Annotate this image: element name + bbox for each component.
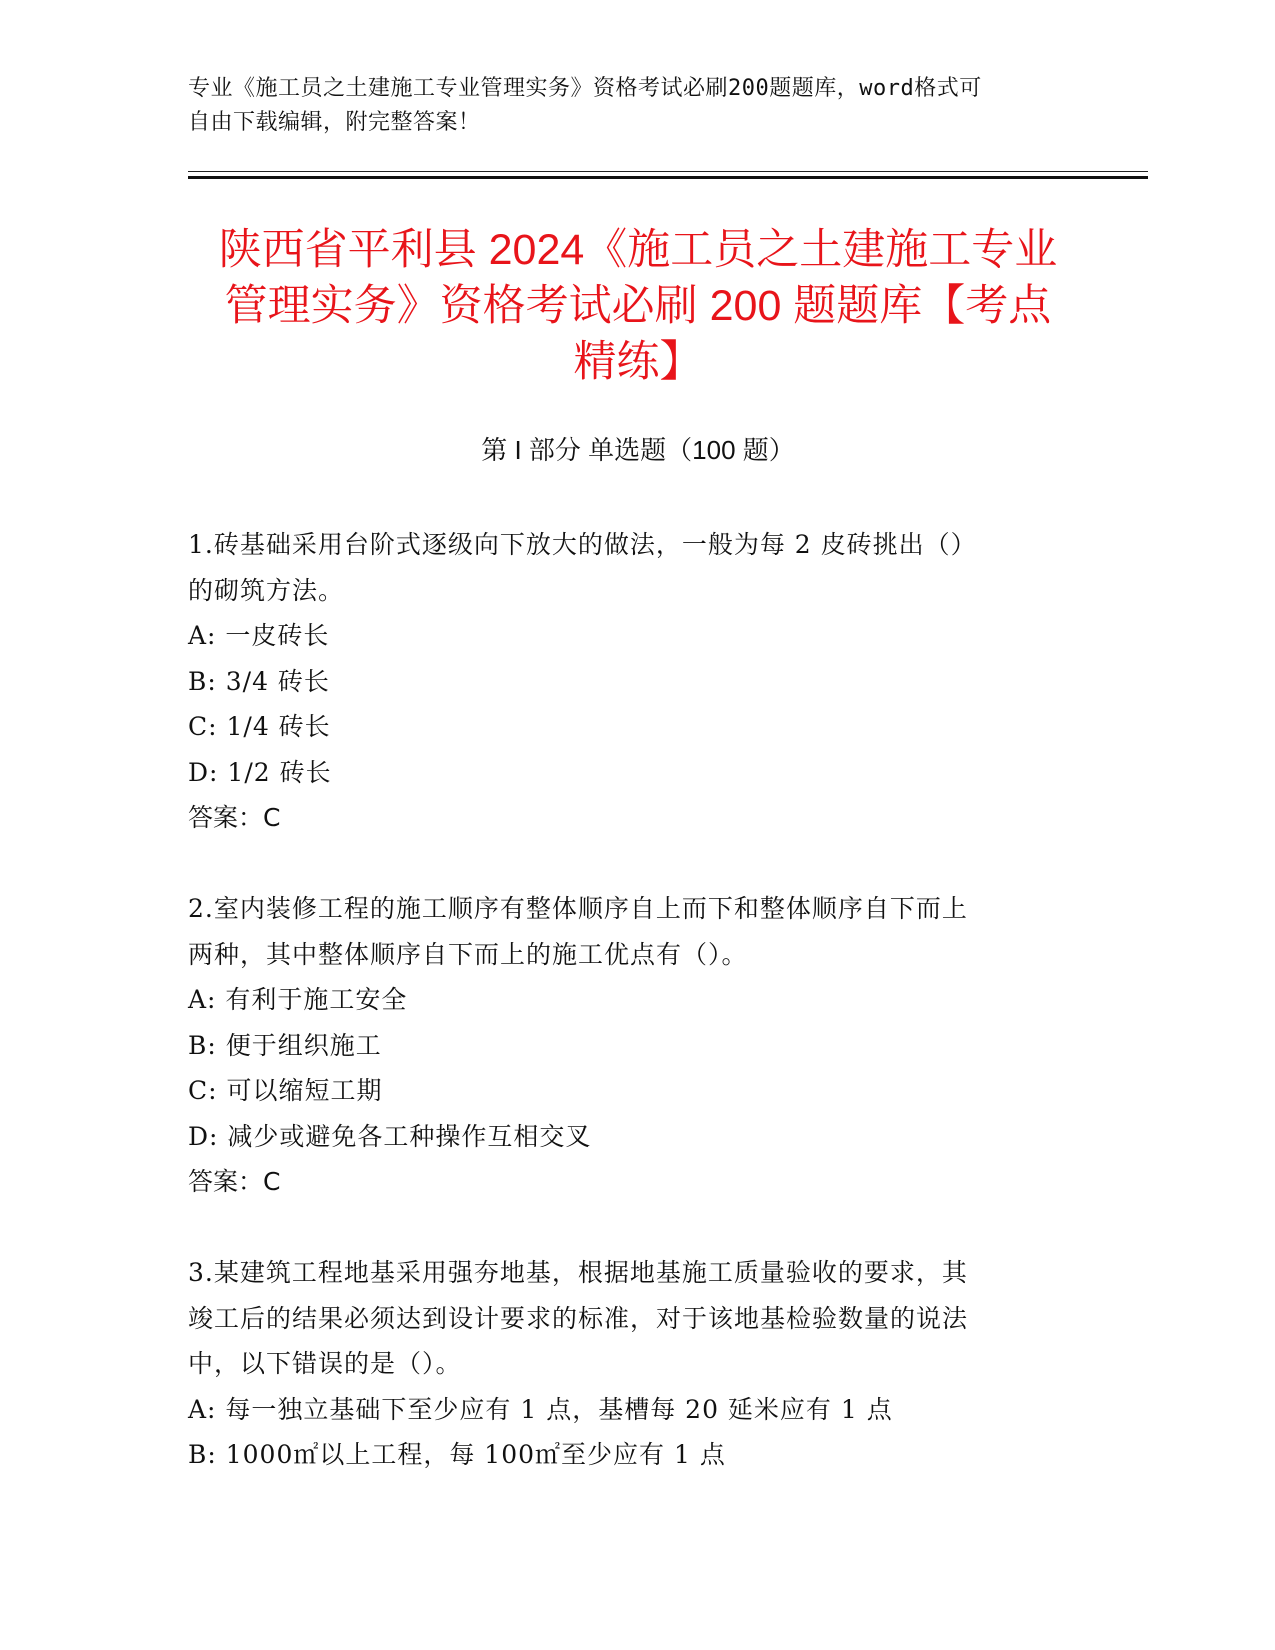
question-stem: 中，以下错误的是（）。 [188,1349,462,1378]
title-line: 精练】 [573,338,703,386]
document-title [188,222,1088,390]
option-b: B: 1000㎡以上工程，每 100㎡至少应有 1 点 [188,1440,726,1469]
header-note [188,72,1088,140]
option-a: A: 一皮砖长 [188,621,330,650]
option-d: D: 减少或避免各工种操作互相交叉 [188,1121,592,1151]
option-b: B: 3/4 砖长 [188,666,330,696]
section-heading: 第 I 部分 单选题（100 题） [481,435,795,465]
header-note-line: 专业《施工员之土建施工专业管理实务》资格考试必刷200题题库，word格式可 [188,76,982,101]
question-stem: 3.某建筑工程地基采用强夯地基，根据地基施工质量验收的要求，其 [188,1258,968,1287]
answer-line: 答案：C [188,1167,281,1196]
option-c: C: 1/4 砖长 [188,712,331,741]
question-stem: 2.室内装修工程的施工顺序有整体顺序自上而下和整体顺序自下而上 [188,894,968,923]
question-stem: 两种，其中整体顺序自下而上的施工优点有（）。 [188,939,748,969]
question-list [188,522,1088,1478]
title-line: 管理实务》资格考试必刷 200 题题库【考点 [224,282,1052,330]
header-divider-thin [188,171,1148,172]
option-a: A: 每一独立基础下至少应有 1 点，基槽每 20 延米应有 1 点 [188,1394,893,1424]
option-c: C: 可以缩短工期 [188,1076,383,1105]
header-note-line: 自由下载编辑，附完整答案！ [188,110,481,135]
option-b: B: 便于组织施工 [188,1030,382,1060]
title-line: 陕西省平利县 2024《施工员之土建施工专业 [218,226,1058,274]
question-spacer [188,1205,1088,1251]
option-d: D: 1/2 砖长 [188,757,332,787]
question-stem: 的砌筑方法。 [188,575,345,605]
option-a: A: 有利于施工安全 [188,985,408,1014]
header-divider-thick [188,176,1148,179]
question-item [188,1250,1088,1478]
answer-line: 答案：C [188,803,281,832]
question-spacer [188,841,1088,887]
question-stem: 1.砖基础采用台阶式逐级向下放大的做法，一般为每 2 皮砖挑出（） [188,530,977,559]
question-stem: 竣工后的结果必须达到设计要求的标准，对于该地基检验数量的说法 [188,1303,969,1333]
question-item [188,886,1088,1205]
question-item [188,522,1088,841]
